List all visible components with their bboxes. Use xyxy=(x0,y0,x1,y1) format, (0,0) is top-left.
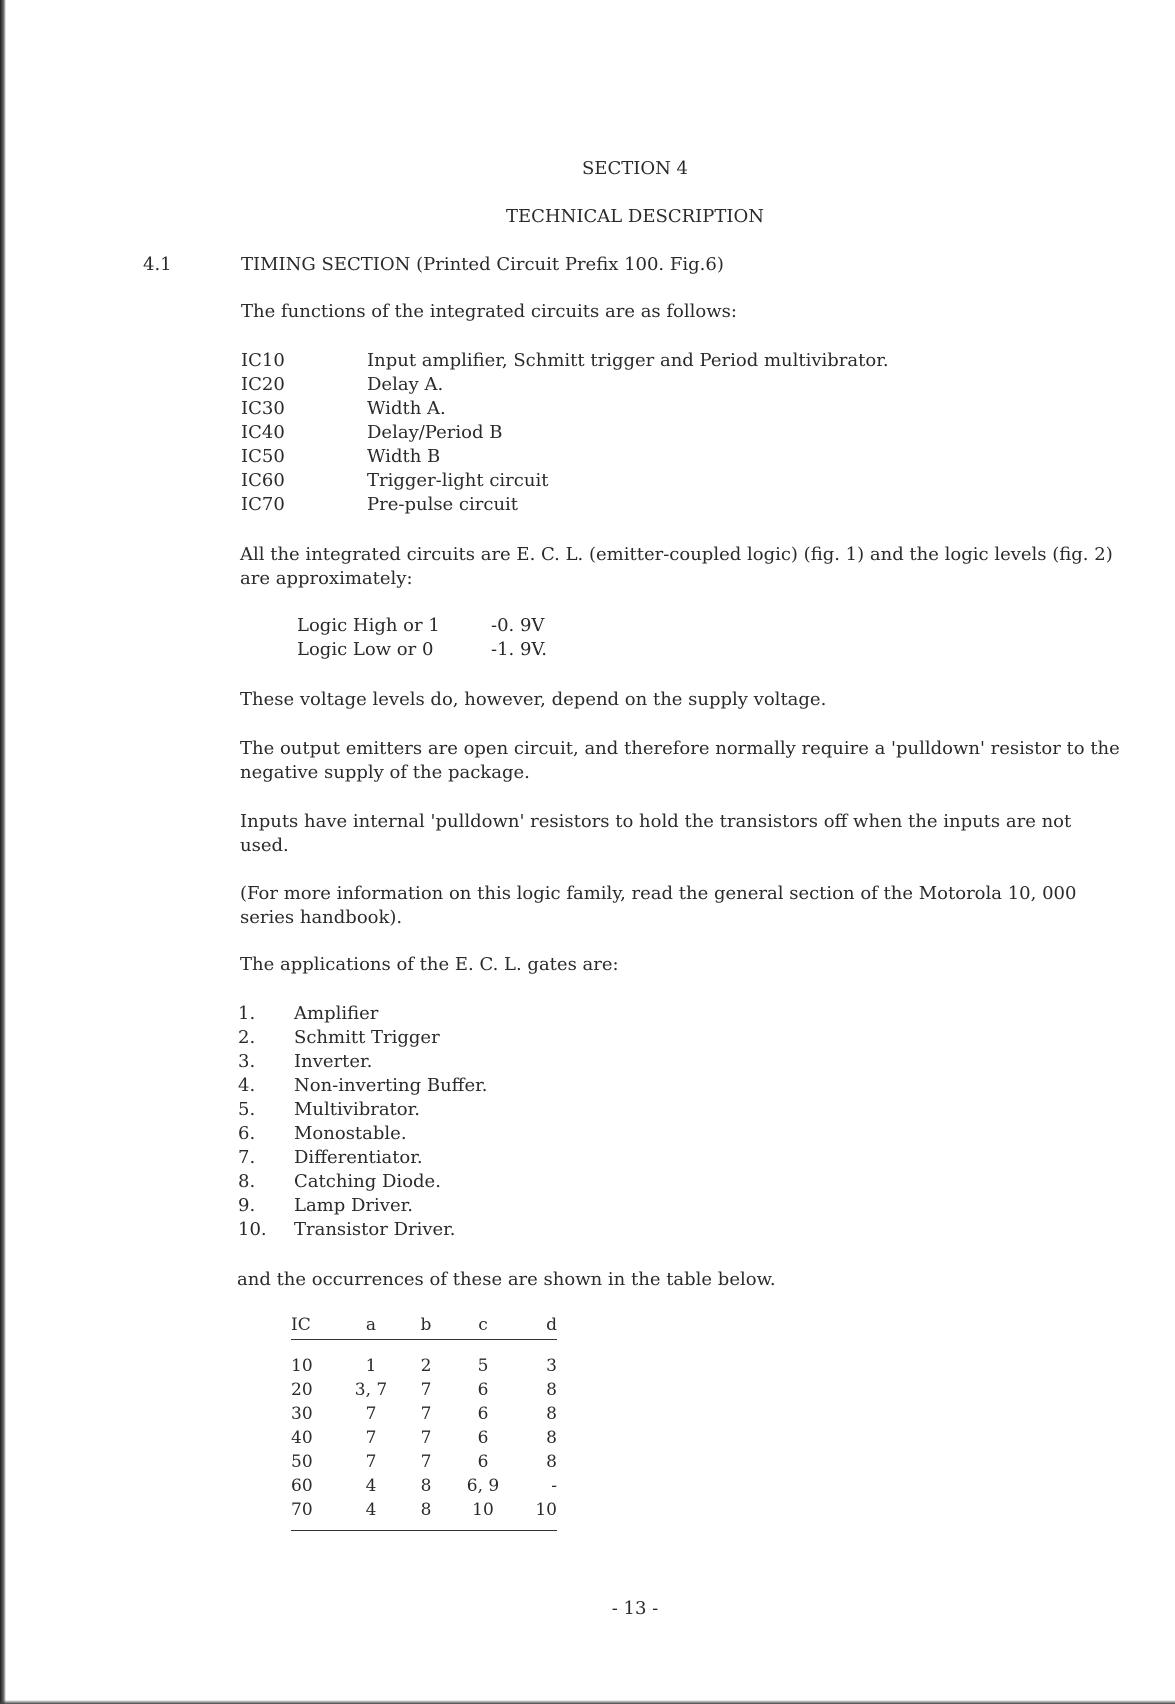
section-heading: SECTION 4 xyxy=(581,158,689,179)
table-cell: 3, 7 xyxy=(354,1380,388,1400)
table-cell: 7 xyxy=(365,1404,377,1424)
ic-label: IC20 xyxy=(241,374,285,395)
application-label: Non-inverting Buffer. xyxy=(294,1075,488,1096)
ic-description: Pre-pulse circuit xyxy=(367,494,519,515)
table-cell: 7 xyxy=(365,1452,377,1472)
table-cell: 30 xyxy=(291,1404,313,1424)
table-cell: 2 xyxy=(420,1356,432,1376)
table-header-row xyxy=(291,1313,557,1340)
application-label: Differentiator. xyxy=(294,1147,423,1168)
ic-description: Input amplifier, Schmitt trigger and Period multivibrator. xyxy=(367,350,889,371)
logic-level-label: Logic High or 1 xyxy=(297,615,440,636)
application-number: 8. xyxy=(238,1171,256,1192)
ic-label: IC50 xyxy=(241,446,285,467)
application-number: 3. xyxy=(238,1051,256,1072)
table-row xyxy=(291,1498,557,1522)
table-row xyxy=(291,1426,557,1450)
ic-label: IC60 xyxy=(241,470,285,491)
table-cell: 70 xyxy=(291,1500,313,1520)
application-label: Transistor Driver. xyxy=(294,1219,456,1240)
table-cell: 6 xyxy=(477,1404,489,1424)
ic-label: IC30 xyxy=(241,398,285,419)
scan-bottom-shadow xyxy=(0,1700,1175,1704)
scan-edge-shadow xyxy=(0,0,6,1704)
occurrences-intro: and the occurrences of these are shown in the table below. xyxy=(237,1269,776,1290)
applications-intro: The applications of the E. C. L. gates are: xyxy=(240,954,619,975)
table-cell: 10 xyxy=(291,1356,313,1376)
application-number: 6. xyxy=(238,1123,256,1144)
table-cell: 6, 9 xyxy=(466,1476,500,1496)
table-cell: 8 xyxy=(546,1452,557,1472)
application-label: Monostable. xyxy=(294,1123,407,1144)
table-row xyxy=(291,1402,557,1426)
ic-label: IC40 xyxy=(241,422,285,443)
ic-description: Trigger-light circuit xyxy=(367,470,549,491)
application-number: 10. xyxy=(238,1219,267,1240)
inputs-paragraph: Inputs have internal 'pulldown' resistors to hold the transistors off when the inputs are not used. xyxy=(240,811,1072,856)
logic-level-value: -0. 9V xyxy=(491,615,545,636)
application-label: Catching Diode. xyxy=(294,1171,441,1192)
table-cell: 7 xyxy=(420,1452,432,1472)
application-label: Amplifier xyxy=(294,1003,379,1024)
table-cell: 10 xyxy=(472,1500,494,1520)
application-number: 1. xyxy=(238,1003,256,1024)
table-cell: 40 xyxy=(291,1428,313,1448)
table-cell: 8 xyxy=(420,1476,432,1496)
ic-description: Delay A. xyxy=(367,374,444,395)
table-cell: 8 xyxy=(546,1404,557,1424)
column-header: a xyxy=(341,1313,401,1340)
application-number: 7. xyxy=(238,1147,256,1168)
application-label: Lamp Driver. xyxy=(294,1195,413,1216)
application-number: 4. xyxy=(238,1075,256,1096)
table-cell: 50 xyxy=(291,1452,313,1472)
table-cell: - xyxy=(551,1476,557,1496)
table-cell: 4 xyxy=(365,1500,377,1520)
ic-description: Width A. xyxy=(367,398,446,419)
ecl-paragraph: All the integrated circuits are E. C. L. (emitter-coupled logic) (fig. 1) and the logic levels (fig. 2) are approximately: xyxy=(240,544,1113,589)
table-cell: 8 xyxy=(546,1428,557,1448)
emitters-paragraph: The output emitters are open circuit, and therefore normally require a 'pulldown' resistor to the negative supply of the package. xyxy=(240,738,1120,783)
table-cell: 7 xyxy=(420,1380,432,1400)
column-header: d xyxy=(515,1313,557,1340)
table-row xyxy=(291,1450,557,1474)
table-cell: 10 xyxy=(535,1500,557,1520)
subsection-title: TIMING SECTION (Printed Circuit Prefix 100. Fig.6) xyxy=(241,254,724,275)
application-number: 5. xyxy=(238,1099,256,1120)
table-cell: 7 xyxy=(420,1404,432,1424)
table-row xyxy=(291,1378,557,1402)
column-header: b xyxy=(401,1313,451,1340)
application-number: 9. xyxy=(238,1195,256,1216)
table-cell: 20 xyxy=(291,1380,313,1400)
ic-description: Delay/Period B xyxy=(367,422,503,443)
table-cell: 7 xyxy=(365,1428,377,1448)
application-number: 2. xyxy=(238,1027,256,1048)
page-number: - 13 - xyxy=(611,1598,659,1619)
ic-label: IC10 xyxy=(241,350,285,371)
table-cell: 8 xyxy=(546,1380,557,1400)
column-header: c xyxy=(451,1313,515,1340)
table-cell: 60 xyxy=(291,1476,313,1496)
intro-paragraph: The functions of the integrated circuits are as follows: xyxy=(241,301,737,322)
table-cell: 6 xyxy=(477,1452,489,1472)
application-label: Schmitt Trigger xyxy=(294,1027,440,1048)
table-bottom-rule xyxy=(291,1530,557,1531)
more-info-paragraph: (For more information on this logic family, read the general section of the Motorola 10, 000 series handbook). xyxy=(240,883,1077,928)
voltage-paragraph: These voltage levels do, however, depend on the supply voltage. xyxy=(240,689,827,710)
ic-label: IC70 xyxy=(241,494,285,515)
table-row xyxy=(291,1474,557,1498)
application-label: Inverter. xyxy=(294,1051,373,1072)
section-title: TECHNICAL DESCRIPTION xyxy=(506,206,764,227)
ic-description: Width B xyxy=(367,446,441,467)
table-cell: 4 xyxy=(365,1476,377,1496)
table-cell: 3 xyxy=(546,1356,557,1376)
column-header: IC xyxy=(291,1313,341,1340)
table-cell: 6 xyxy=(477,1428,489,1448)
table-row xyxy=(291,1340,557,1379)
logic-level-label: Logic Low or 0 xyxy=(297,639,434,660)
table-cell: 1 xyxy=(365,1356,377,1376)
table-cell: 8 xyxy=(420,1500,432,1520)
table-cell: 5 xyxy=(477,1356,489,1376)
table-cell: 6 xyxy=(477,1380,489,1400)
occurrences-table xyxy=(291,1313,557,1522)
application-label: Multivibrator. xyxy=(294,1099,420,1120)
subsection-number: 4.1 xyxy=(143,254,172,275)
logic-level-value: -1. 9V. xyxy=(491,639,548,660)
table-cell: 7 xyxy=(420,1428,432,1448)
